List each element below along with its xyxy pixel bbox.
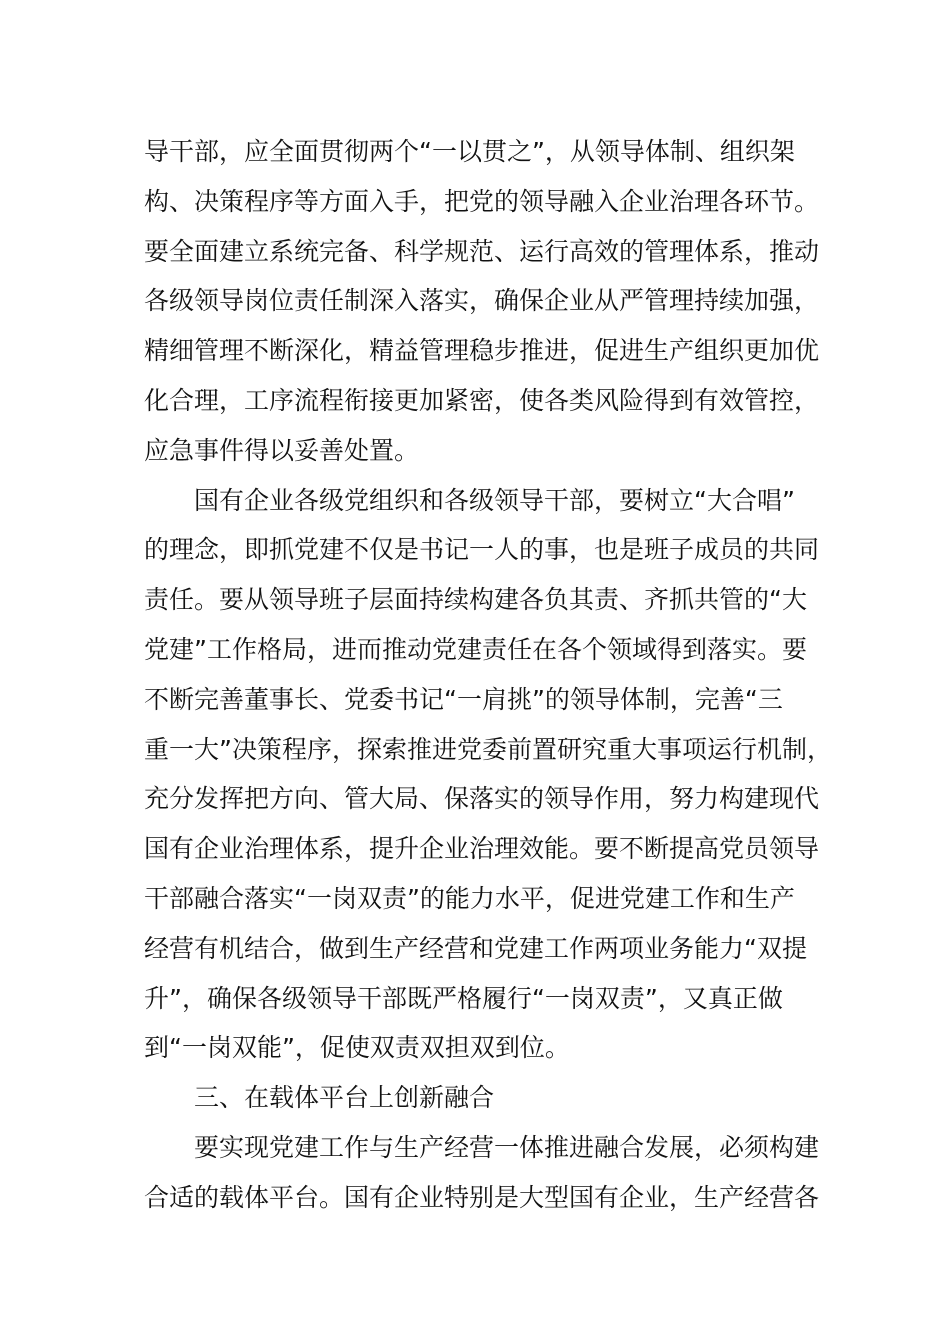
text-line: 应急事件得以妥善处置。 <box>144 435 420 465</box>
text-line: 导干部，应全面贯彻两个“一以贯之”，从领导体制、组织架 <box>144 137 795 166</box>
text-line: 精细管理不断深化，精益管理稳步推进，促进生产组织更加优 <box>144 336 820 366</box>
text-line: 党建”工作格局，进而推动党建责任在各个领域得到落实。要 <box>144 634 807 664</box>
text-line: 的理念，即抓党建不仅是书记一人的事，也是班子成员的共同 <box>144 535 820 565</box>
text-line: 升”，确保各级领导干部既严格履行“一岗双责”，又真正做 <box>144 983 783 1013</box>
text-line: 到“一岗双能”，促使双责双担双到位。 <box>144 1033 570 1063</box>
text-line: 干部融合落实“一岗双责”的能力水平，促进党建工作和生产 <box>144 883 795 913</box>
text-line: 不断完善董事长、党委书记“一肩挑”的领导体制，完善“三 <box>144 684 783 714</box>
text-line: 化合理，工序流程衔接更加紧密，使各类风险得到有效管控， <box>144 385 820 415</box>
paragraph-first-line: 三、在载体平台上创新融合 <box>194 1083 495 1113</box>
text-line: 充分发挥把方向、管大局、保落实的领导作用，努力构建现代 <box>144 784 820 814</box>
text-line: 重一大”决策程序，探索推进党委前置研究重大事项运行机制， <box>144 734 832 764</box>
body-text <box>144 127 832 1223</box>
text-line: 国有企业治理体系，提升企业治理效能。要不断提高党员领导 <box>144 834 820 864</box>
text-line: 经营有机结合，做到生产经营和党建工作两项业务能力“双提 <box>144 933 807 963</box>
paragraph-first-line: 国有企业各级党组织和各级领导干部，要树立“大合唱” <box>194 485 795 515</box>
text-line: 构、决策程序等方面入手，把党的领导融入企业治理各环节。 <box>144 186 820 216</box>
text-line: 各级领导岗位责任制深入落实，确保企业从严管理持续加强， <box>144 286 820 316</box>
text-line: 合适的载体平台。国有企业特别是大型国有企业，生产经营各 <box>144 1182 820 1212</box>
paragraph-first-line: 要实现党建工作与生产经营一体推进融合发展，必须构建 <box>194 1132 820 1162</box>
text-line: 要全面建立系统完备、科学规范、运行高效的管理体系，推动 <box>144 236 820 266</box>
text-line: 责任。要从领导班子层面持续构建各负其责、齐抓共管的“大 <box>144 585 807 615</box>
